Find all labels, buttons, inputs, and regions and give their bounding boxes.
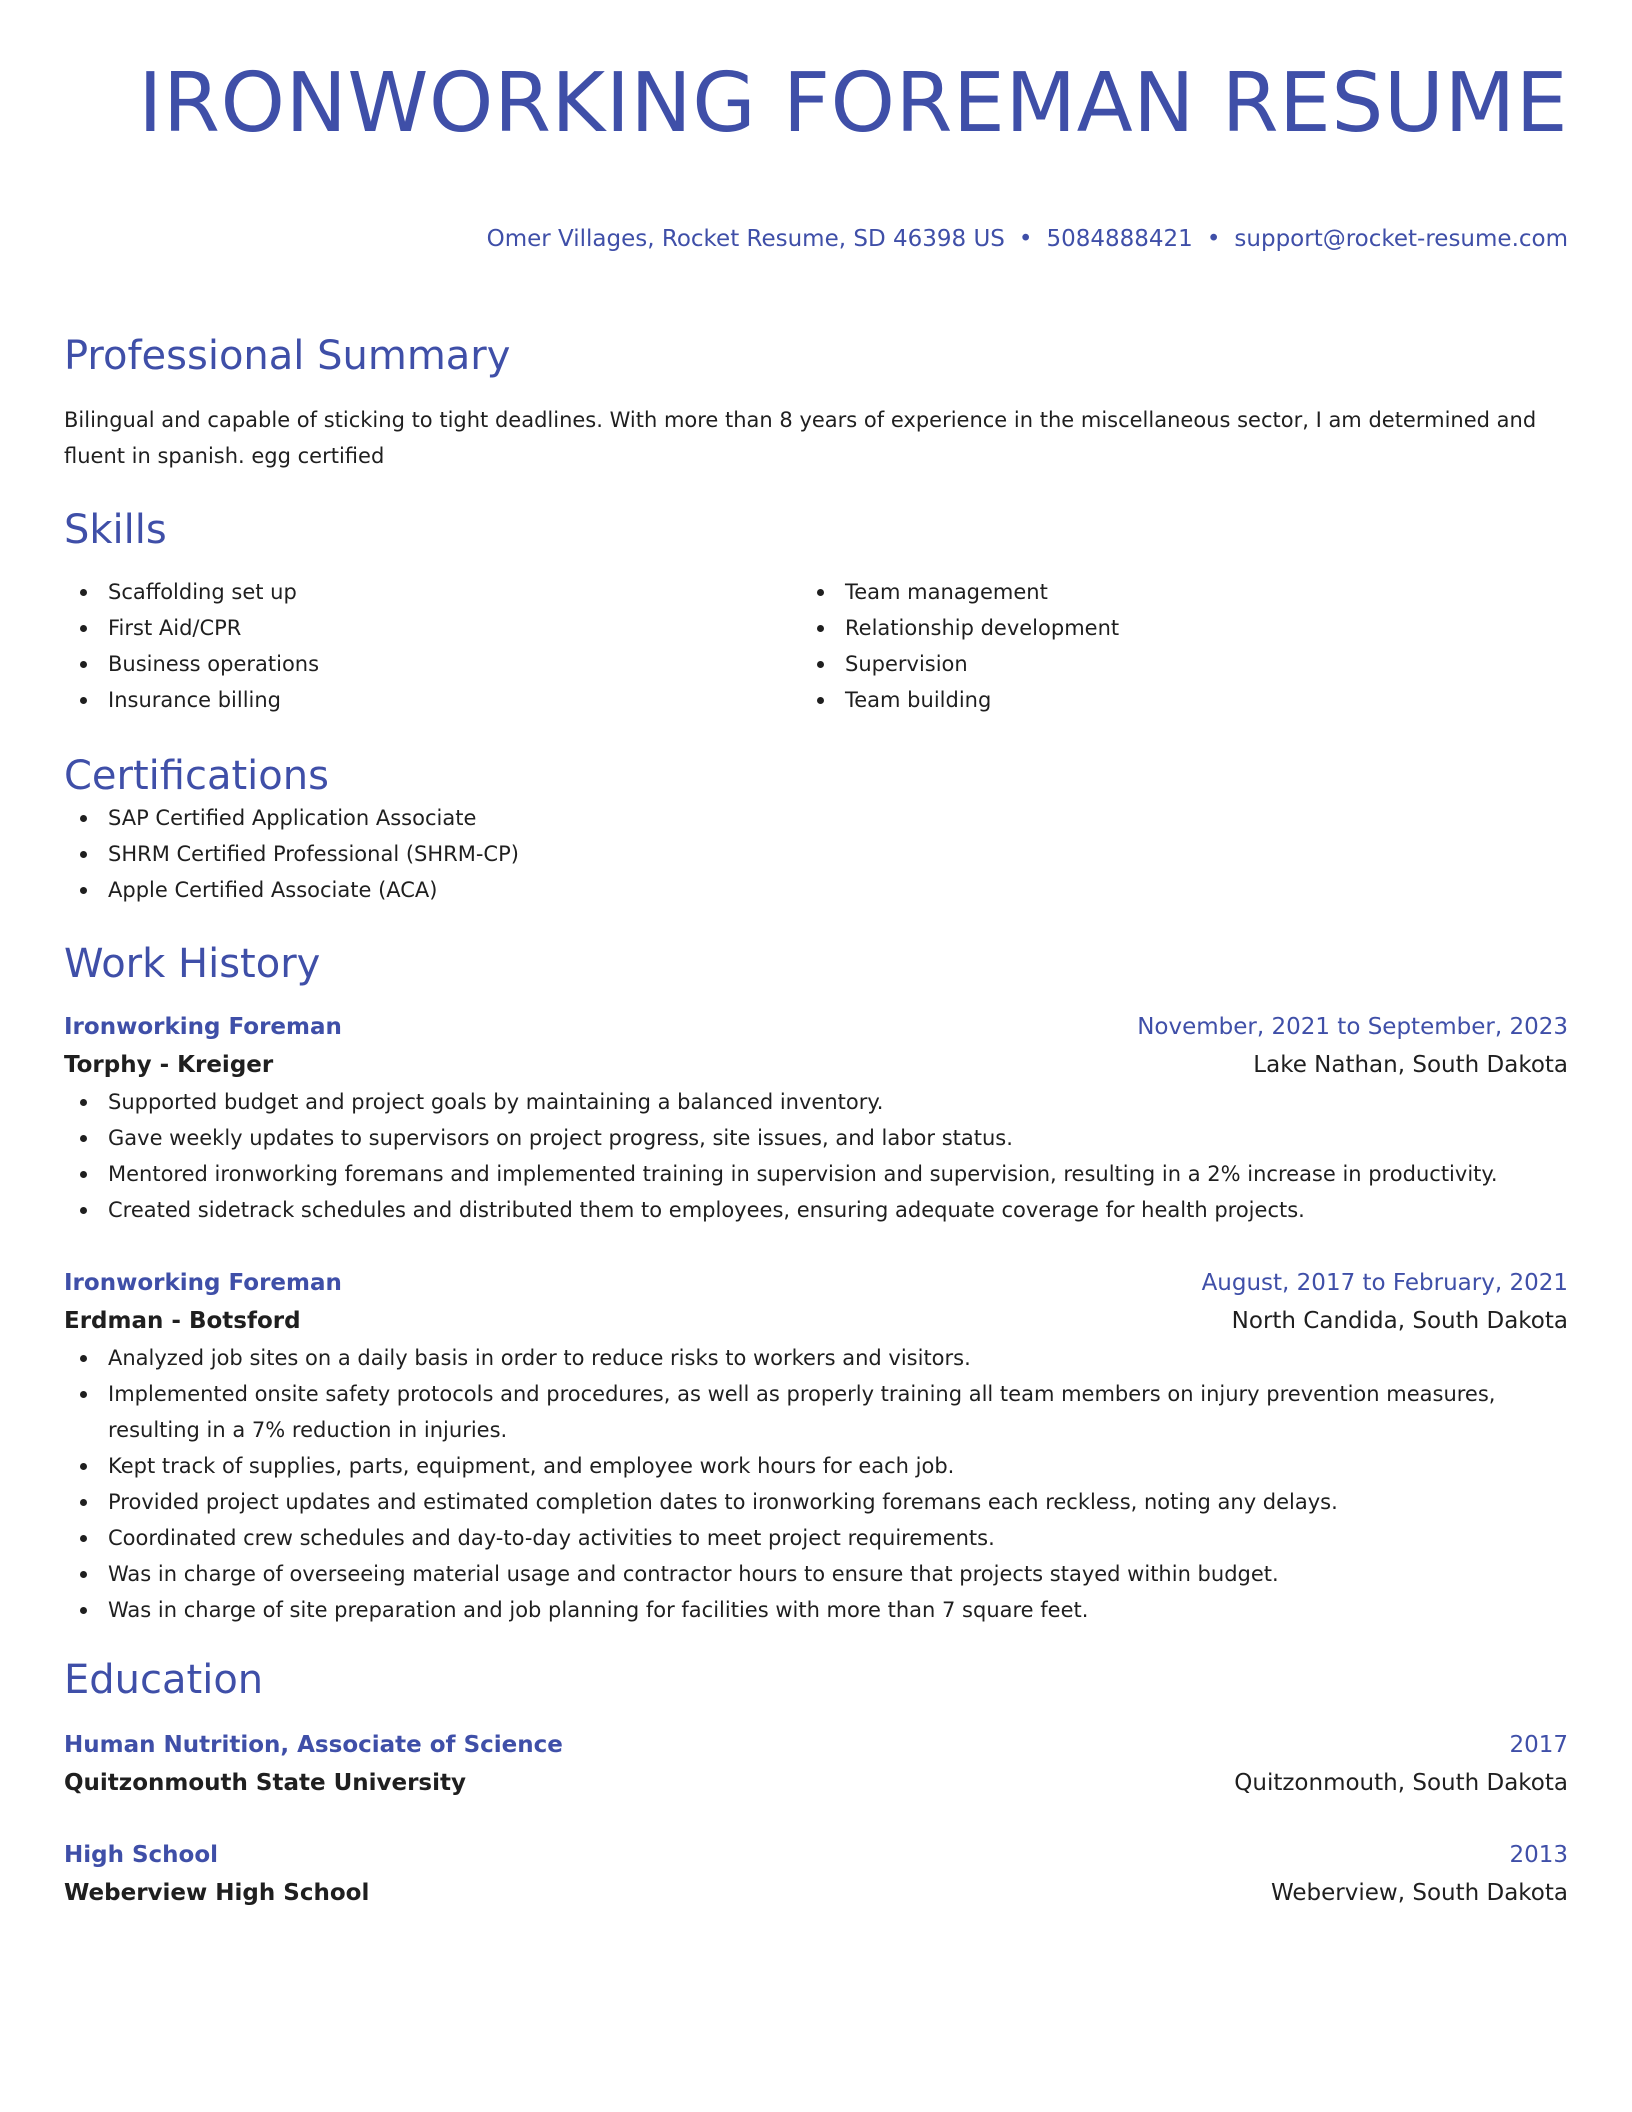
skill-item: Scaffolding set up: [64, 574, 801, 610]
job-role: Ironworking Foreman: [64, 1014, 342, 1040]
contact-line: [64, 224, 1568, 254]
certification-item: SHRM Certified Professional (SHRM-CP): [64, 836, 1568, 872]
skill-item: First Aid/CPR: [64, 610, 801, 646]
education-entry: [64, 1726, 1568, 1802]
education-entry: [64, 1836, 1568, 1912]
education-degree: High School: [64, 1842, 219, 1868]
skills-heading: Skills: [64, 507, 167, 553]
resume-title: IRONWORKING FOREMAN RESUME: [138, 56, 1568, 151]
job-duty-item: Was in charge of overseeing material usage and contractor hours to ensure that projects stayed within budget.: [64, 1556, 1568, 1592]
job-company: Erdman - Botsford: [64, 1308, 301, 1334]
job-entry: [64, 1264, 1568, 1628]
skill-item: Insurance billing: [64, 682, 801, 718]
skill-item: Team management: [801, 574, 1538, 610]
job-duty-item: Coordinated crew schedules and day-to-day activities to meet project requirements.: [64, 1520, 1568, 1556]
job-role: Ironworking Foreman: [64, 1270, 342, 1296]
education-school: Weberview High School: [64, 1880, 370, 1906]
skills-column-left: [64, 574, 801, 718]
work-history-heading: Work History: [64, 941, 321, 987]
education-school: Quitzonmouth State University: [64, 1770, 466, 1796]
job-duty-item: Mentored ironworking foremans and implemented training in supervision and supervision, resulting in a 2% increase in productivity.: [64, 1156, 1568, 1192]
job-duty-item: Kept track of supplies, parts, equipment, and employee work hours for each job.: [64, 1448, 1568, 1484]
education-location: Quitzonmouth, South Dakota: [1234, 1770, 1568, 1796]
contact-email: support@rocket-resume.com: [1234, 226, 1568, 252]
skill-item: Relationship development: [801, 610, 1538, 646]
job-location: Lake Nathan, South Dakota: [1253, 1052, 1568, 1078]
certifications-list: [64, 800, 1568, 908]
job-location: North Candida, South Dakota: [1231, 1308, 1568, 1334]
contact-separator: •: [1018, 226, 1033, 252]
skills-list: [64, 574, 1568, 718]
contact-separator: •: [1206, 226, 1221, 252]
education-degree: Human Nutrition, Associate of Science: [64, 1732, 563, 1758]
skill-item: Supervision: [801, 646, 1538, 682]
job-company: Torphy - Kreiger: [64, 1052, 274, 1078]
job-duties: [64, 1084, 1568, 1228]
contact-address: Omer Villages, Rocket Resume, SD 46398 US: [486, 226, 1005, 252]
education-year: 2013: [1509, 1842, 1568, 1868]
job-duty-item: Implemented onsite safety protocols and procedures, as well as properly training all team members on injury prevention measures, resulting in a 7% reduction in injuries.: [64, 1376, 1568, 1448]
job-duty-item: Gave weekly updates to supervisors on project progress, site issues, and labor status.: [64, 1120, 1568, 1156]
education-year: 2017: [1509, 1732, 1568, 1758]
summary-text: Bilingual and capable of sticking to tight deadlines. With more than 8 years of experience in the miscellaneous sector, I am determined and fluent in spanish. egg certified: [64, 408, 1537, 468]
job-duty-item: Was in charge of site preparation and job planning for facilities with more than 7 square feet.: [64, 1592, 1568, 1628]
job-duty-item: Created sidetrack schedules and distributed them to employees, ensuring adequate coverage for health projects.: [64, 1192, 1568, 1228]
education-location: Weberview, South Dakota: [1271, 1880, 1568, 1906]
certification-item: Apple Certified Associate (ACA): [64, 872, 1568, 908]
summary-heading: Professional Summary: [64, 333, 511, 379]
job-entry: [64, 1008, 1568, 1228]
skill-item: Business operations: [64, 646, 801, 682]
job-duty-item: Provided project updates and estimated completion dates to ironworking foremans each reckless, noting any delays.: [64, 1484, 1568, 1520]
job-duties: [64, 1340, 1568, 1628]
job-dates: November, 2021 to September, 2023: [1137, 1014, 1568, 1040]
skills-column-right: [801, 574, 1538, 718]
job-dates: August, 2017 to February, 2021: [1201, 1270, 1568, 1296]
certifications-heading: Certifications: [64, 753, 329, 799]
job-duty-item: Supported budget and project goals by maintaining a balanced inventory.: [64, 1084, 1568, 1120]
education-heading: Education: [64, 1657, 264, 1703]
contact-phone: 5084888421: [1046, 226, 1193, 252]
job-duty-item: Analyzed job sites on a daily basis in order to reduce risks to workers and visitors.: [64, 1340, 1568, 1376]
skill-item: Team building: [801, 682, 1538, 718]
certification-item: SAP Certified Application Associate: [64, 800, 1568, 836]
